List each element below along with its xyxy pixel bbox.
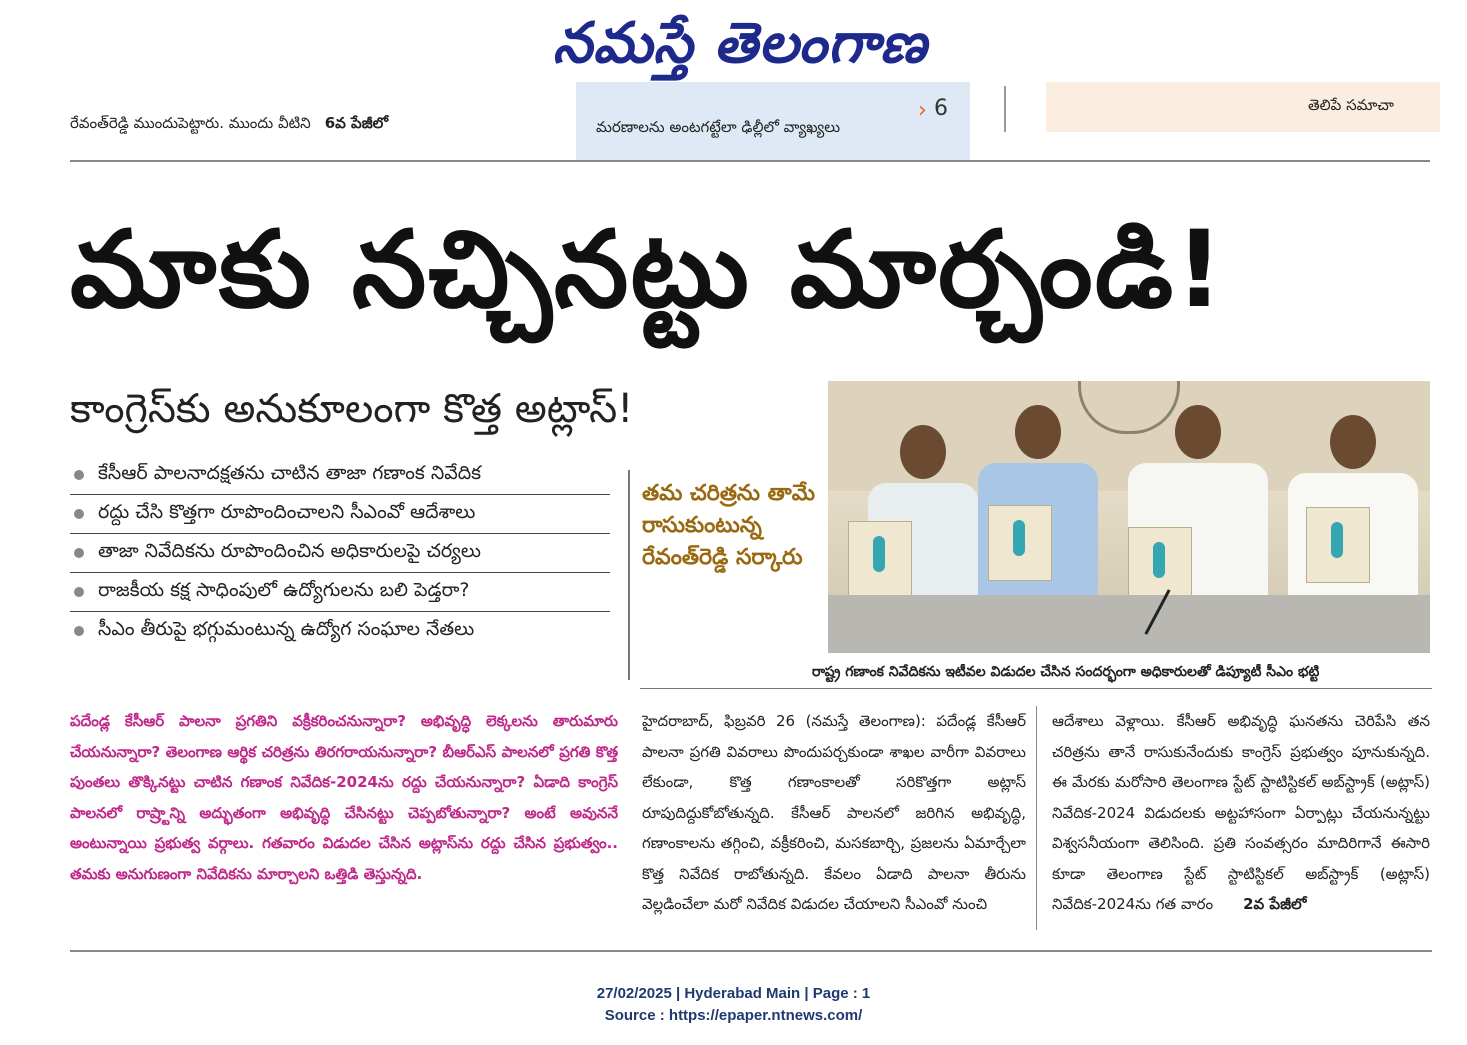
list-item xyxy=(70,495,610,534)
bullet-text: తాజా నివేదికను రూపొందించిన అధికారులపై చర్యలు xyxy=(98,539,481,562)
report-booklet xyxy=(1306,507,1370,583)
chevron-right-icon: › xyxy=(918,98,927,123)
teaser-left-page-ref: 6వ పేజీలో xyxy=(324,114,389,132)
list-item xyxy=(70,573,610,612)
divider xyxy=(628,470,630,680)
bullet-text: కేసీఆర్ పాలనాదక్షతను చాటిన తాజా గణాంక నివేదిక xyxy=(98,461,482,484)
photo-caption: రాష్ట్ర గణాంక నివేదికను ఇటీవల విడుదల చేసిన సందర్భంగా అధికారులతో డిప్యూటీ సీఎం భట్టి xyxy=(812,664,1320,680)
intro-paragraph: పదేండ్ల కేసీఆర్ పాలనా ప్రగతిని వక్రీకరించనున్నారా? అభివృద్ధి లెక్కలను తారుమారు చేయనున్నారా? తెలంగాణ ఆర్థిక చరిత్రను తిరగరాయనున్నారా? బీఆర్‌ఎస్ పాలనలో ప్రగతి కొత్త పుంతలు తొక్కినట్టు చాటిన గణాంక నివేదిక-2024ను రద్దు చేయనున్నారా? ఏడాది కాంగ్రెస్ పాలనలో రాష్ర్టాన్ని అద్భుతంగా అభివృద్ధి చేసినట్టు చెప్పబోతున్నారా? అంటే అవుననే అంటున్నాయి ప్రభుత్వ వర్గాలు. గతవారం విడుదల చేసిన అట్లాస్‌ను రద్దు చేసిన ప్రభుత్వం.. తమకు అనుగుణంగా నివేదికను మార్చాలని ఒత్తిడి తెస్తున్నది. xyxy=(70,712,618,883)
news-photo xyxy=(828,381,1430,653)
report-booklet xyxy=(1128,527,1192,603)
bullet-text: సీఎం తీరుపై భగ్గుమంటున్న ఉద్యోగ సంఘాల నేతలు xyxy=(98,617,475,640)
bullet-icon xyxy=(74,548,84,558)
article-column-2 xyxy=(1052,706,1430,938)
footer-dateline: 27/02/2025 | Hyderabad Main | Page : 1 xyxy=(596,985,871,1002)
bullet-text: రద్దు చేసి కొత్తగా రూపొందించాలని సీఎంవో ఆదేశాలు xyxy=(98,500,476,523)
pull-quote: తమ చరిత్రను తామే రాసుకుంటున్న రేవంత్‌రెడ్డి సర్కారు xyxy=(642,481,815,570)
article-column-2-text: ఆదేశాలు వెళ్లాయి. కేసీఆర్ అభివృద్ధి ఘనతను చెరిపేసి తన చరిత్రను తానే రాసుకునేందుకు కాంగ్రెస్ ప్రభుత్వం పూనుకున్నది. ఈ మేరకు మరోసారి తెలంగాణ స్టేట్ స్టాటిస్టికల్ అబ్‌స్ట్రాక్ (అట్లాస్) నివేదిక-2024 విడుదలకు అట్టహాసంగా ఏర్పాట్లు చేయనున్నట్టు విశ్వసనీయంగా తెలిసింది. ప్రతి సంవత్సరం మాదిరిగానే ఈసారి కూడా తెలంగాణ స్టేట్ స్టాటిస్టికల్ అబ్‌స్ట్రాక్ (అట్లాస్) నివేదిక-2024ను గత వారం xyxy=(1052,712,1430,913)
divider xyxy=(640,688,1432,689)
divider xyxy=(70,160,1430,162)
article-column-1: హైదరాబాద్, ఫిబ్రవరి 26 (నమస్తే తెలంగాణ): పదేండ్ల కేసీఆర్ పాలనా ప్రగతి వివరాలు పొందుపర్చకుండా శాఖల వారీగా వివరాలు లేకుండా, కొత్త గణాంకాలతో సరికొత్తగా అట్లాస్ రూపుదిద్దుకోబోతున్నది. కేసీఆర్ పాలనలో జరిగిన అభివృద్ధి, గణాంకాలను తగ్గించి, వక్రీకరించి, మసకబార్చి, ప్రజలను ఏమార్చేలా కొత్త నివేదిక రాబోతున్నది. కేవలం ఏడాది పాలనా తీరును వెల్లడించేలా మరో నివేదిక విడుదల చేయాలని సీఎంవో నుంచి xyxy=(642,712,1026,913)
masthead xyxy=(440,6,1040,82)
teaser-middle-text: మరణాలను అంటగట్టేలా ఢిల్లీలో వ్యాఖ్యలు xyxy=(596,118,841,136)
teaser-left xyxy=(70,114,388,136)
teaser-middle[interactable] xyxy=(576,82,970,162)
divider xyxy=(1036,706,1037,930)
bullet-text: రాజకీయ కక్ష సాధింపులో ఉద్యోగులను బలి పెడ్తరా? xyxy=(98,578,470,601)
bullet-list xyxy=(70,456,610,650)
continued-page-ref[interactable]: 2వ పేజీలో xyxy=(1243,895,1307,913)
subheadline: కాంగ్రెస్‌కు అనుకూలంగా కొత్త అట్లాస్! xyxy=(70,386,634,432)
report-booklet xyxy=(988,505,1052,581)
teaser-middle-page: 6 xyxy=(934,96,948,121)
bullet-icon xyxy=(74,626,84,636)
photo-table xyxy=(828,595,1430,653)
list-item xyxy=(70,612,610,650)
bullet-icon xyxy=(74,587,84,597)
headline: మాకు నచ్చినట్టు మార్చండి! xyxy=(70,208,1226,331)
teaser-right-text: తెలిపే సమాచా xyxy=(1308,96,1394,114)
footer-source-link[interactable]: Source : https://epaper.ntnews.com/ xyxy=(604,1007,863,1024)
teaser-left-text: రేవంత్‌రెడ్డి ముందుపెట్టారు. ముందు వీటిని xyxy=(70,114,311,132)
list-item xyxy=(70,456,610,495)
report-booklet xyxy=(848,521,912,597)
list-item xyxy=(70,534,610,573)
teaser-right[interactable] xyxy=(1046,82,1440,132)
divider xyxy=(1004,86,1006,132)
divider xyxy=(70,950,1432,952)
bullet-icon xyxy=(74,509,84,519)
newspaper-logo: నమస్తే తెలంగాణ xyxy=(552,11,928,76)
bullet-icon xyxy=(74,470,84,480)
